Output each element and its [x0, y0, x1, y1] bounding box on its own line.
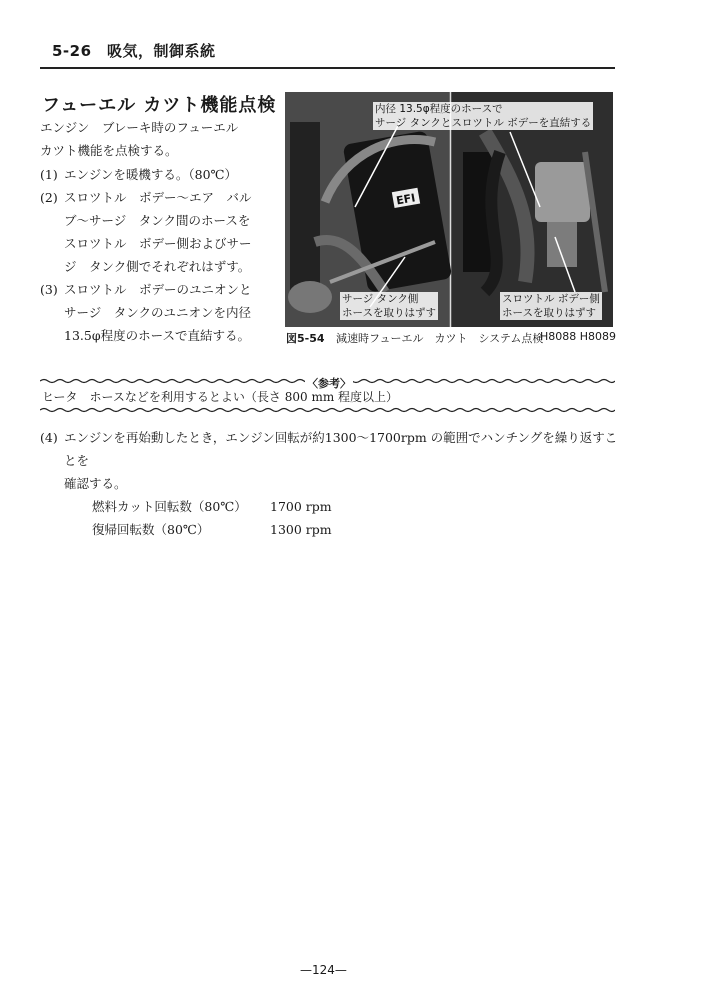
step-line: 確認する。 — [64, 476, 127, 491]
step-line: ジ タンク側でそれぞれはずす。 — [64, 259, 251, 274]
callout-right-line: ホースを取りはずす — [502, 307, 596, 319]
engine-photo — [285, 92, 613, 327]
step-line: エンジンを再始動したとき，エンジン回転が約1300～1700rpm の範囲でハンチングを繰り返すことを — [64, 430, 618, 468]
step-line: サージ タンクのユニオンを内径 — [64, 305, 252, 320]
spec-row — [92, 495, 620, 518]
step-4-body — [40, 426, 620, 495]
step-number: (4) — [40, 430, 58, 445]
intro-line: エンジン ブレーキ時のフューエル — [40, 120, 239, 135]
step-line: エンジンを暖機する。（80℃） — [64, 167, 238, 182]
reference-divider-bottom — [40, 407, 615, 413]
callout-left — [340, 292, 438, 320]
callout-left-line: サージ タンク側 — [342, 293, 419, 305]
reference-label: 〈参考〉 — [307, 377, 351, 390]
figure-caption — [286, 330, 616, 346]
callout-right-line: スロツトル ボデー側 — [502, 293, 600, 305]
step-line: ブ～サージ タンク間のホースを — [64, 213, 251, 228]
step-line: スロツトル ボデー側およびサー — [64, 236, 252, 251]
spec-value: 1700 rpm — [270, 499, 332, 514]
step-3 — [40, 278, 280, 347]
step-number: (1) — [40, 167, 58, 182]
step-4 — [40, 426, 620, 541]
step-line: スロツトル ボデーのユニオンと — [64, 282, 252, 297]
step-line: スロツトル ボデー～エア バル — [64, 190, 252, 205]
step-number: (2) — [40, 190, 58, 205]
callout-top — [373, 102, 593, 130]
step-1 — [40, 163, 280, 186]
header-rule — [40, 67, 615, 69]
efi-badge: EFI — [395, 191, 417, 208]
page-number: —124— — [300, 963, 347, 977]
callout-left-line: ホースを取りはずす — [342, 307, 436, 319]
reference-text: ヒータ ホースなどを利用するとよい（長さ 800 mm 程度以上） — [42, 390, 399, 404]
figure-caption-text: 減速時フューエル カツト システム点検 — [336, 332, 544, 345]
spec-label: 復帰回転数（80℃） — [92, 522, 210, 537]
spec-label: 燃料カット回転数（80℃） — [92, 499, 247, 514]
figure-number: 図5-54 — [286, 332, 325, 345]
spec-value: 1300 rpm — [270, 522, 332, 537]
callout-top-line: サージ タンクとスロツトル ボデーを直結する — [375, 117, 592, 129]
intro-line: カツト機能を点検する。 — [40, 143, 178, 158]
callout-right — [500, 292, 602, 320]
spec-row — [92, 518, 620, 541]
step-number: (3) — [40, 282, 58, 297]
step-2 — [40, 186, 280, 278]
intro-text — [40, 116, 275, 162]
step-list — [40, 163, 280, 347]
section-title: フューエル カツト機能点検 — [42, 95, 277, 116]
figure-codes: H8088 H8089 — [539, 330, 616, 343]
page-header: 5-26 吸気，制御系統 — [52, 42, 216, 60]
step-line: 13.5φ程度のホースで直結する。 — [64, 328, 250, 343]
callout-top-line: 内径 13.5φ程度のホースで — [375, 103, 503, 115]
